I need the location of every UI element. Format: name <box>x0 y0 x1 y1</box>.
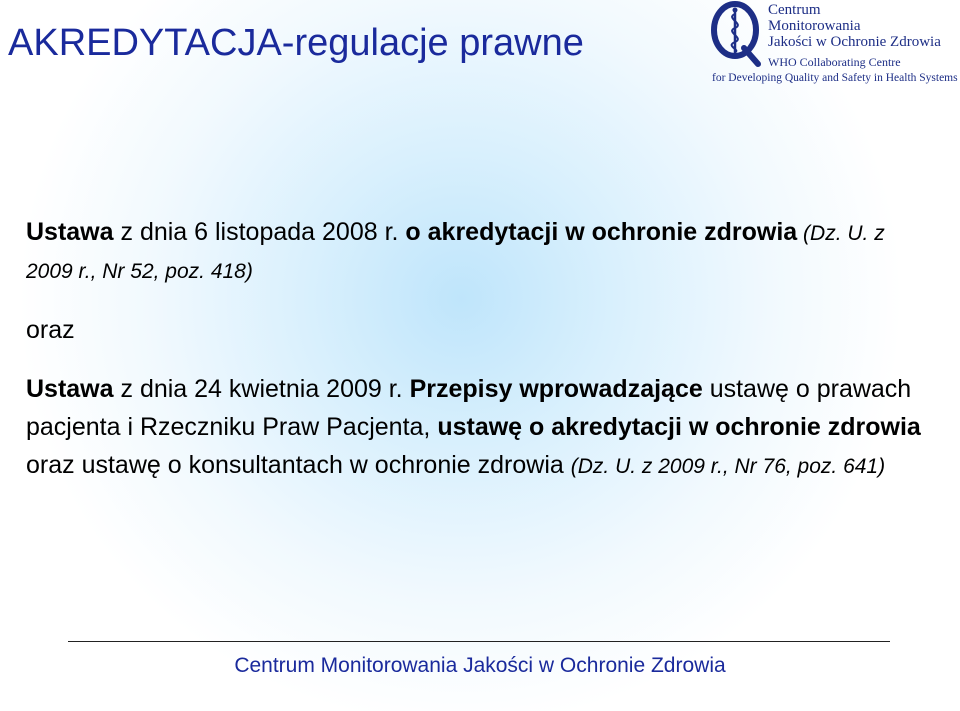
legal-reference: (Dz. U. z 2009 r., Nr 52, poz. 418) <box>26 222 885 283</box>
text: z dnia 6 listopada 2008 r. <box>113 218 406 246</box>
slide-footer: Centrum Monitorowania Jakości w Ochronie Zdrowia <box>234 654 726 677</box>
logo-line-2: Monitorowania <box>768 18 861 34</box>
cmj-logo <box>708 0 958 88</box>
text-bold: Przepisy wprowadzające <box>409 375 703 403</box>
paragraph-act-2008 <box>26 214 926 290</box>
text: z dnia 24 kwietnia 2009 r. <box>113 375 410 403</box>
text-bold: Ustawa <box>26 218 114 246</box>
logo-line-4: WHO Collaborating Centre <box>768 55 901 69</box>
logo-line-1: Centrum <box>768 2 821 18</box>
text-bold: ustawę o akredytacji w ochronie zdrowia <box>437 413 921 441</box>
legal-reference: (Dz. U. z 2009 r., Nr 76, poz. 641) <box>570 455 886 478</box>
q-caduceus-icon <box>708 0 770 70</box>
logo-line-3: Jakości w Ochronie Zdrowia <box>768 34 941 50</box>
text-bold: Ustawa <box>26 375 114 403</box>
text: oraz ustawę o konsultantach w ochronie zdrowia <box>26 451 571 479</box>
footer-divider <box>68 641 890 642</box>
logo-line-5: for Developing Quality and Safety in Health Systems <box>712 72 958 84</box>
text: ustawę o prawach pacjenta i Rzeczniku Praw Pacjenta, <box>26 375 912 441</box>
logo-wordmark <box>768 2 941 50</box>
slide-title: AKREDYTACJA-regulacje prawne <box>8 22 584 64</box>
text-bold: o akredytacji w ochronie zdrowia <box>405 218 798 246</box>
paragraph-act-2009 <box>26 370 926 486</box>
paragraph-oraz: oraz <box>26 316 75 344</box>
